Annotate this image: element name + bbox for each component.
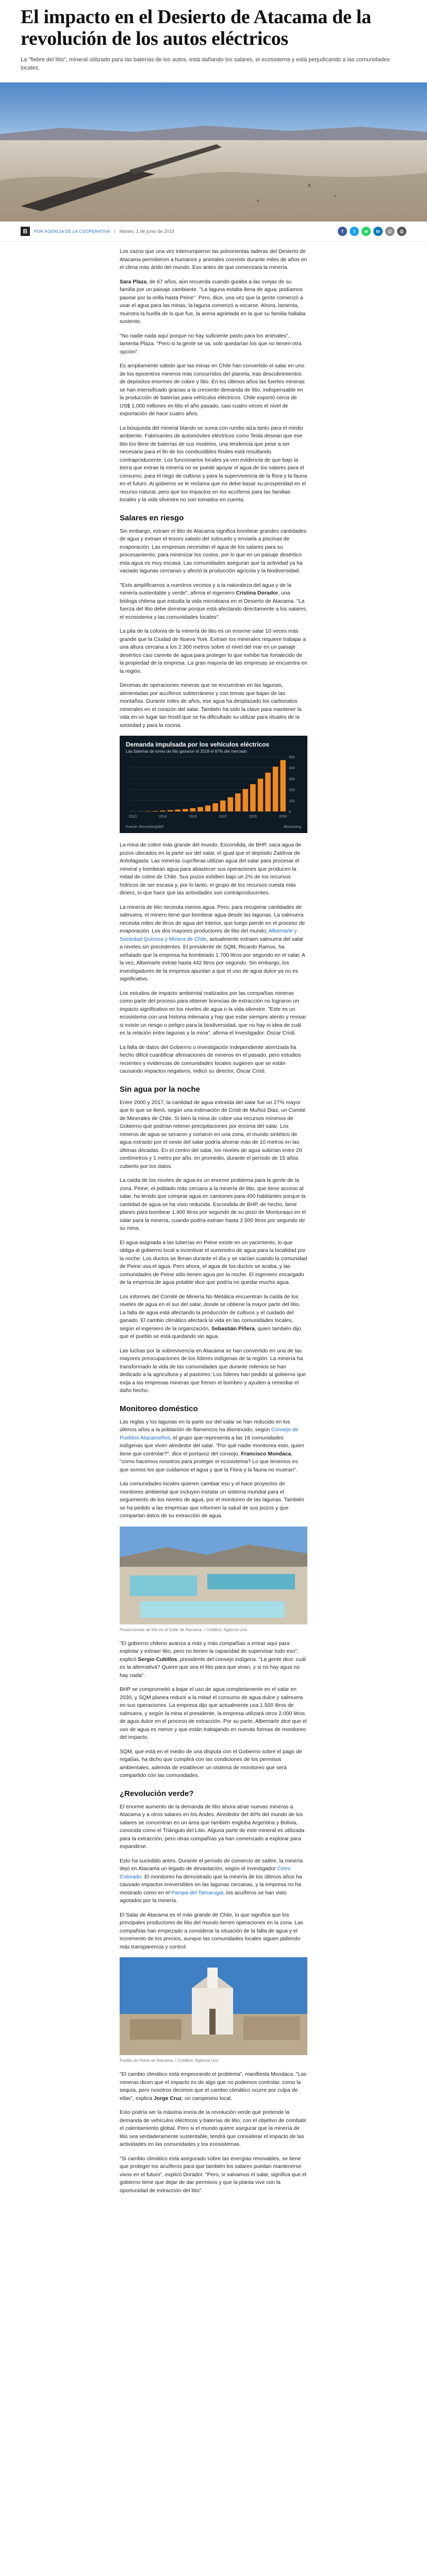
ev-demand-chart [120, 736, 307, 833]
paragraph: La búsqueda del mineral blando se suma con rumbo alza tanto para el medio ambiente. Fabricantes de automóviles eléctricos como Tesla desean que ese litio los llene de baterías de sus modelos, una tendencia que pese a ser necesaria para el fin de los combustibles fósiles está resultando contraproducente. Los funcionarios locales ya ven evidencia de que bajo la tierra que extrae la minería no se puede apoyar el agua de los salares para el consumo, para el riego de cultivos y para la supervivencia de la flora y la fauna en el futuro. Al gobierno se le reclama que no debe basar su prosperidad en el recurso natural, pero que los impactos en los acuíferos para las familias locales y la vida silvestre no son tomados en cuenta. [120, 425, 307, 503]
paragraph [120, 278, 307, 326]
hero-image [0, 82, 427, 222]
whatsapp-share-button[interactable]: w [362, 227, 371, 236]
person-name: Jorge Cruz [154, 2095, 182, 2102]
email-share-button[interactable]: @ [385, 227, 395, 236]
paragraph [120, 2071, 307, 2103]
paragraph-text: , el grupo que representa a las 18 comunidades indígenas que viven alrededor del salar. "Por qué nadie monitorea esto, quien tiene que controlar?", dice el portavoz del consejo, [120, 1435, 304, 1457]
paragraph [120, 1293, 307, 1341]
evaporation-ponds-image [120, 1527, 307, 1624]
figure-peine-village [120, 1957, 307, 2063]
section-heading: ¿Revolución verde? [120, 1789, 194, 1798]
person-name: Francisco Mondaca [241, 1451, 291, 1457]
paragraph-text: Los informes del Comité de Minería No Metálica encuentran la caída de los niveles de agua en el sur del salar, donde se obtiene la mayor parte del litio. La falta de agua está afectando la producción de cultivos y el cuidado del ganado. El cambio climático afectará la vida en las comunidades locales, según el ingeniero de la organización, [120, 1294, 301, 1332]
article-header [0, 0, 427, 77]
inline-link[interactable]: Consejo de Pueblos Atacameños [120, 1427, 299, 1441]
paragraph: Esto podría ser la máxima ironía de la revolución verde que pretende la demanda de vehículos eléctricos y baterías de litio, con el objetivo de combatir el calentamiento global. Pero si el mundo quiere asegurar que la minería de litio sea verdaderamente sustentable, tendrá que considerar el impacto de las actividades en las comunidades y los ecosistemas. [120, 2110, 307, 2147]
paragraph: El agua asignada a las tuberías en Peine existe en un yacimiento, lo que obliga al gobierno local a incentivar el suministro de agua para la localidad por la noche. Los ductos se llenan durante el día y se vacían cuando la comunidad de Peine usa el agua. Pero ahora, el agua de los ductos se acaba, y las comunidades de Peine sólo tienen agua por la noche. El ingeniero encargado de la empresa de agua potable dice que podría no quedar mucho agua. [120, 1240, 307, 1285]
paragraph-text: "El cambio climático está empeorando el problema", manifiesta Mondaca. "Las mineras dicen que el impacto es de algo que no podemos controlar, como la sequía, pero nosotros decimos que el cambio climático ocurre por culpa de ellas", explica [120, 2072, 307, 2102]
person-name: Sebastián Piñera [211, 1326, 255, 1332]
paragraph: Las luchas por la sobrevivencia en Atacama se han convertido en una de las mayores preocupaciones de los líderes indígenas de la región. La minería ha transformado la vida de las comunidades que durante milenios se han dedicado a la agricultura y al pastoreo. Los líderes han pedido al gobierno que exija a las empresas mineras que frenen el bombeo y ayuden a remediar el daño hecho. [120, 1348, 306, 1394]
y-tick-label: 300 [289, 777, 295, 782]
paragraph-text: , de 67 años, aún recuerda cuando guiaba a las ovejas de su familia por un paisaje cambiante. "La laguna estaba llena de agua; podíamos pasear por la orilla hasta Peine". Pero, dice, una vez que la gente comenzó a usar el agua para las minas, la laguna comenzó a secarse. Ahora, lamenta, muestra la huella de lo que fue, la arena agrietada en la que su familia hallaba sustento. [120, 279, 306, 325]
chart-title: Demanda impulsada por los vehículos eléctricos [126, 741, 270, 748]
paragraph-text: "Esto amplificamos a nuestros vecinos y a la naturaleza del agua y de la minería sustentable y verde", afirma el ingeniero [120, 582, 291, 596]
peine-village-photo [120, 1957, 307, 2055]
paragraph: Los cazos que una vez interrumpieron las polvorientas laderas del Desierto de Atacama permitieron a humanos y animales coexistir durante miles de años en el clima más árido del mundo. Eso antes de que comenzara la minería. [120, 249, 307, 270]
article-title: El impacto en el Desierto de Atacama de la revolución de los autos eléctricos [21, 6, 371, 49]
section-heading: Monitoreo doméstico [120, 1404, 198, 1413]
bar-2024 [235, 793, 240, 811]
inline-link[interactable]: Albemarle y Sociedad Química y Minera de Chile [120, 928, 297, 942]
paragraph: La mina de cobre más grande del mundo, Escondida, de BHP, saca agua de pozos ubicados en la parte sur del salar, el igual que el depósito Zaldívar de Antofagasta. Las mineras cupríferas utilizan agua del salar para procesar el mineral y bombean agua para abastecer sus operaciones que producen la mitad de cobre de Chile. Sus pozos exhiben bajo un 2% de los recursos hídricos de ser escasa y, por lo tanto, el grupo de los recursos cuesta más dinero, lo que hace que las actividades son contraproducentes. [120, 842, 302, 896]
share-buttons [338, 227, 406, 236]
bar-2020 [205, 805, 210, 811]
paragraph: La falta de datos del Gobierno o investigación independiente aterrizada ha hecho difícil cuantificar afirmaciones de mineros en el pasado, pero estudios recientes y evidencias de comunidades locales sugieren que se están causando impactos negativos, indicó su director, Óscar Cristi. [120, 1044, 301, 1074]
lithium-ponds-photo [120, 1527, 307, 1624]
person-name: Sara Plaza [120, 279, 146, 285]
x-tick-label: 2022 [219, 815, 227, 819]
article-dek: La "fiebre del litio", mineral utilizado para las baterías de los autos, está dañando los salares, el ecosistema y está perjudicando a las comunidades locales. [21, 57, 390, 71]
bar-2015 [168, 810, 173, 811]
bar-2017 [183, 809, 188, 811]
paragraph-text: "El gobierno chileno avanza a más y más compañías a entrar aquí para explotar y extraer litio, pero no tienen la capacidad de supervisar todo eso", explicó [120, 1640, 299, 1663]
bar-2026 [250, 784, 255, 811]
paragraph: Entre 2000 y 2017, la cantidad de agua extraída del salar fue un 27% mayor que lo que se llenó, según una estimación de Cristi de Muñoz Diaz, un Comité de Minerales de Chile. Si bien la mina de cobre usa recursos mínimos de Gobierno que podrían retener precipitaciones por encima del salar. Los mineros de agua se secaron y cortaron en una zona, el mundo sintético de agua extraído por el oeste del salar podría ahorrar más de 10 metros en las últimas décadas. En el centro del salar, los niveles de agua subirían entre 20 centímetros y 1 metro por año, en promedio, durante el período de 15 años cubierto por los datos. [120, 1099, 306, 1170]
paragraph-text: Esto ha sucedido antes. Durante el periodo de comercio de salitre, la minería dejó en Atacama un legado de devastación, según el investigador [120, 1858, 303, 1872]
paragraph: SQM, que está en el medio de una disputa con el Gobierno sobre el pago de regalías, ha dicho que cumplirá con las condiciones de los permisos ambientales, además de establecer un sistema de monitoreo que será compartido con las comunidades. [120, 1749, 302, 1778]
paragraph: La caída de los niveles de agua es un enorme problema para la gente de la zona. Peine, el poblado más cercano a la minería de litio, que tiene acceso al salar, ha tenido que comprar agua en camiones para 400 habitantes porque la cantidad de agua se ha visto reducida. Escondida de BHP, de hecho, tiene planes para bombear 1.400 litros por segundo de su pozo de Monturaqui en el salar para la minería, cuando podría extraer hasta 2.500 litros por segundo de su mina. [120, 1178, 306, 1231]
facebook-share-button[interactable]: f [338, 227, 347, 236]
x-tick-label: 2014 [158, 815, 167, 819]
paragraph-text: , los acuíferos se han visto agotados por la minería. [120, 1890, 287, 1904]
x-tick-label: 2010 [128, 815, 137, 819]
twitter-share-button[interactable]: t [350, 227, 359, 236]
paragraph [120, 1418, 307, 1475]
bar-2029 [273, 767, 278, 811]
bar-2022 [220, 801, 225, 811]
article-date: Martes, 1 de junio de 2019 [119, 229, 175, 234]
chart-footer [126, 825, 301, 829]
paragraph: Las comunidades locales quieren cambiar eso y el hace proyectos de monitoreo ambiental que incluyen instalar un sistema mundial para el seguimiento de los niveles de agua, por el monitoreo de las lagunas. También se ha pedido a las empresas que informen la salud de sus pozos y que compartan datos de su extracción de agua. [120, 1481, 304, 1519]
figure-caption: Producciones de litio en el Salar de Atacama. / Créditos: Agencia Uno [120, 1627, 248, 1632]
bar-2018 [190, 808, 195, 811]
paragraph-text: , un campesino local. [182, 2095, 232, 2102]
paragraph [120, 1640, 307, 1680]
separator-icon: | [114, 229, 116, 234]
bar-2030 [280, 760, 285, 811]
bar-2021 [212, 803, 218, 811]
bar-2014 [160, 810, 165, 811]
bar-2027 [258, 778, 263, 811]
chart-subtitle: Las baterías de iones de litio ganaron el 2018 el 87% del mercado [126, 749, 247, 754]
y-tick-label: 400 [289, 767, 295, 771]
section-heading: Sin agua por la noche [120, 1084, 200, 1094]
bar-2023 [227, 797, 233, 811]
paragraph-text: . El monitoreo ha demostrado que la minería de los últimos años ha causado impactos irreversibles en las lagunas cercanas, y la empresa no ha mostrado como en el [120, 1874, 302, 1896]
paragraph-text: , "como hacemos nosotros para proteger el ecosistema? Lo que tenemos es que somos los que cuidamos el agua y que la Flora y la fauna no mueran". [120, 1451, 298, 1473]
salt-flat-photo [0, 82, 427, 222]
paragraph: "Si cambio climático está asegurado sobre las energías renovables, se tiene que proteger los acuíferos para que también los salares puedan mantenerse vivos en el futuro", explicó Dorador. "Pero, si salvamos el salar, significa que el gobierno tiene que dejar de dar permisos y que la planta vive con la oportunidad de extracción del litio". [120, 2156, 306, 2194]
paragraph [120, 904, 307, 984]
paragraph-text: , presidente del consejo indígena. "La gente dice: cuál es la alternativa? Quiere que sea el litio para que vivan, y si no hay agua no hay nada". [120, 1656, 306, 1679]
bar-2016 [175, 809, 180, 811]
bar-2028 [265, 773, 270, 811]
paragraph [120, 1857, 307, 1905]
chart-plot [126, 754, 301, 821]
chart-source: Fuente: BloombergNEF [126, 825, 164, 829]
paragraph: Los estudios de impacto ambiental realizados por las compañías mineras como parte del proceso para obtener licencias de extracción no lograron un impacto significativo en los niveles de agua o la vida silvestre. "Este es un ecosistema con una historia milenaria y hay que estar siempre atento y revisar si existe un riesgo o peligro para la biodiversidad, que no hay ni idea de cuál es la relación entre lagunas y la mina", afirma el investigador. Óscar Cristi. [120, 990, 306, 1036]
y-tick-label: 500 [289, 756, 295, 759]
y-tick-label: 0 [289, 810, 291, 814]
paragraph: Es ampliamente sabido que las minas en Chile han convertido el salar en uno de los epicentros mineros más concurridos del planeta, tras descubrimientos de depósitos enormes de cobre y litio. En los últimos años las fuertes mineras se han intensificado gracias a la creciente demanda de litio, indispensable en la producción de baterías para vehículos eléctricos. Chile exportó cerca de US$ 1.000 millones en litio el año pasado, casi cuatro veces el nivel de exportación de hace cuatro años. [120, 363, 305, 417]
bar-2019 [198, 807, 203, 811]
x-tick-label: 2026 [249, 815, 257, 819]
linkedin-share-button[interactable]: in [373, 227, 383, 236]
print-button[interactable]: ⎙ [397, 227, 406, 236]
paragraph-text: La minería de litio necesita menos agua. Pero, para recuperar cantidades de salmuera, el minero tiene que bombear agua desde las lagunas. La salmuera necesita miles de litros de agua del interior, que luego pierde en el proceso de evaporación. Los dos mayores productores de litio del mundo, [120, 904, 305, 934]
paragraph: El Salar de Atacama es el más grande de Chile, lo que significa que los principales productores de litio del mundo tienen operaciones en la zona. Las compañías han empezado a considerar la situación de la falta de agua y el incremento de los precios, aunque las comunidades locales siguen pidiendo más transparencia y control. [120, 1912, 303, 1950]
paragraph: BHP se comprometió a bajar el uso de agua completamente en el salar en 2030, y SQM planea reducir a la mitad el consumo de agua dulce y salmuera en sus operaciones. La empresa dijo que actualmente usa 1.500 litros de salmuera, y según la mina el presidente, la empresa utilizará otros 2.000 litros de agua dulce en el proceso de extracción. Por su parte, Albemarle dice que el uso de agua es menor y que están trabajando en nuevas formas de monitoreo del impacto. [120, 1687, 307, 1740]
figure-caption: Pueblo de Peine en Atacama. / Créditos: Agencia Uno [120, 2058, 219, 2063]
paragraph: Decenas de operaciones mineras que se encuentran en las lagunas, alimentadas por acuíferos subterráneos y con temas que bajan de las montañas. Durante miles de años, ese agua ha desplazado los carbonatos minerales en el corazón del salar. También ha sido la clave para mantener la vida en un lugar tan hostil que se ha dificultado su utilizar para rituales de la sociedad y para la cocina. [120, 683, 302, 728]
church-village-image [120, 1957, 307, 2055]
byline[interactable]: POR AGENCIA DE LA COOPERATIVA [34, 229, 110, 234]
bar-2025 [243, 789, 248, 811]
x-tick-label: 2030 [278, 815, 287, 819]
outlet-logo: B [21, 227, 30, 236]
inline-link[interactable]: Pampa del Tamarugal [171, 1890, 223, 1896]
person-name: Sergio Cubillos [138, 1656, 177, 1663]
paragraph: "No nadie nada aquí porque no hay suficiente pasto para los animales", lamenta Plaza. "Pero si la gente se va, solo quedarían los que no tienen otra opción". [120, 333, 302, 355]
paragraph-text: Las reglas y los lagunas en la parte sur del salar se han reducido en los últimos años a la población de flamencos ha disminuido, según [120, 1419, 290, 1433]
byline-group [21, 227, 174, 236]
paragraph: La pila de la colonia de la minería de litio es un enorme salar 10 veces más grande que la Ciudad de Nueva York. Extraer los minerales requiere trabajar a una altura cercana a los 2.300 metros sobre el nivel del mar en un paisaje desértico casi carente de agua para proteger lo que exhibe fue fortalecido de la propiedad de la empresa. La gran mayoría de las empresas se encuentra en la región. [120, 629, 307, 674]
paragraph [120, 582, 307, 622]
y-tick-label: 200 [289, 788, 295, 792]
paragraph-text: , una bióloga chilena que estudia la vida microbiana en el Desierto de Atacama. "La fuerza del litio debe dominar porque está afectando directamente a los salares, el ecosistema y las comunidades locales". [120, 590, 307, 620]
paragraph-text: , actualmente extraen salmuera del salar a niveles sin precedentes. El presidente de SQM, Ricardo Ramos, ha señalado que la empresa ha bombeado 1.700 litros por segundo en el salar. A la vez, Albemarle extrae hasta 442 litros por segundo. Sin embargo, los investigadores de la empresa apuntan a que el uso de agua dulce ya no es significativo. [120, 936, 305, 982]
chart-brand: Bloomberg [284, 825, 301, 829]
y-tick-label: 100 [289, 799, 295, 803]
paragraph: Sin embargo, extraer el litio de Atacama significa bombear grandes cantidades de agua y extraer el tesoro salado del subsuelo y enviarla a piscinas de evaporación. Las empresas necesitan el agua de los salares para su procesamiento, para minimizar los costos, por lo que en un paisaje desértico esta agua es muy escasa. Las comunidades aseguran que la actividad ya ha vaciado lagunas cercanas y afectó la producción agrícola y la biodiversidad. [120, 528, 307, 574]
section-heading: Salares en riesgo [120, 513, 184, 522]
article-meta-bar [0, 222, 427, 242]
x-tick-label: 2018 [189, 815, 197, 819]
paragraph: El enorme aumento de la demanda de litio ahora atrae nuevas mineras a Atacama y a otros salares en los Andes. Alrededor del 40% del mundo de los salares se concentran en un área que también engloba Argentina y Bolivia, conocida como el Triángulo del Litio. Alguna parte de este mineral es utilizada para la extracción, pero otras compañías ya han comenzado a explorar para expandirse. [120, 1804, 305, 1850]
article-body [0, 242, 427, 2195]
paragraph-text: , quien también dijo que el pueblo se está quedando sin agua. [120, 1326, 301, 1340]
figure-lithium-ponds [120, 1527, 307, 1633]
person-name: Cristina Dorador [236, 590, 278, 596]
inline-link[interactable]: Cerro Colorado [120, 1866, 291, 1880]
